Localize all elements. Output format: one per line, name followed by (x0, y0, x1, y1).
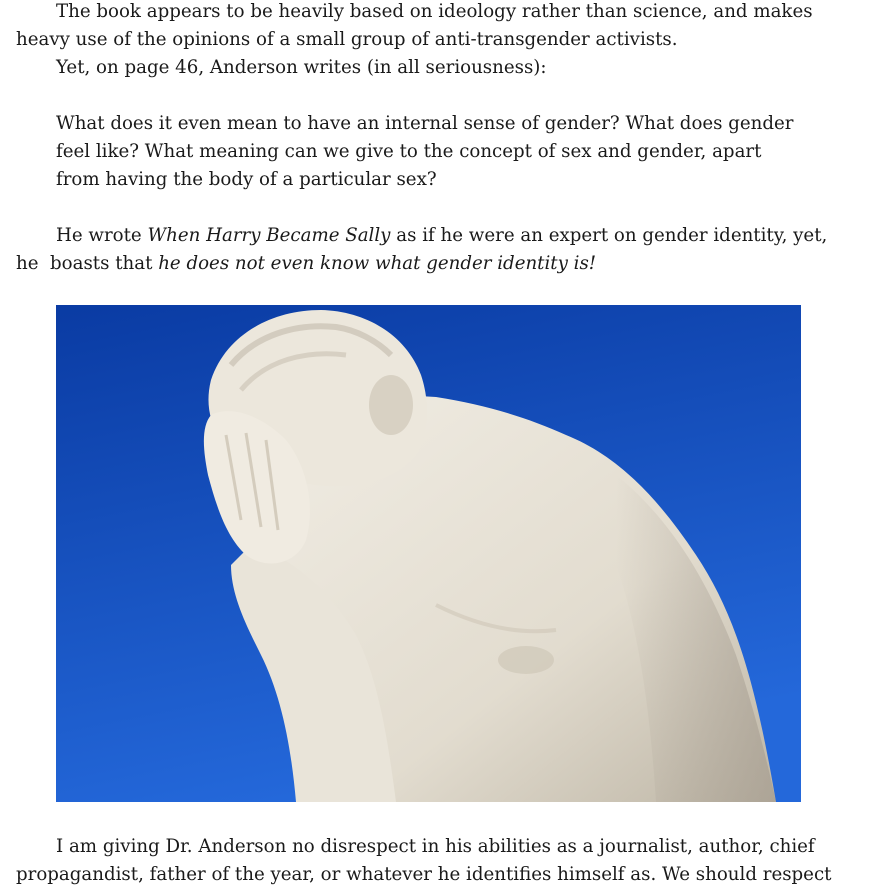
para1-line2: heavy use of the opinions of a small group of anti-transgender activists. (16, 29, 678, 50)
book-title: When Harry Became Sally (147, 225, 391, 246)
statue-illustration (56, 305, 801, 802)
para3-text-b: as if he were an expert on gender identity, yet, (390, 225, 828, 246)
para3-text-a: He wrote (56, 225, 148, 246)
para4-line2: propagandist, father of the year, or whatever he identifies himself as. We should respect (16, 864, 832, 885)
para3-line2 (16, 250, 801, 278)
para3-emphasis: he does not even know what gender identity is! (158, 253, 597, 274)
para2-line1: Yet, on page 46, Anderson writes (in all seriousness): (56, 57, 547, 78)
para1-line1: The book appears to be heavily based on ideology rather than science, and makes (56, 1, 813, 22)
statue-ear (369, 375, 413, 435)
quote-line2: feel like? What meaning can we give to the concept of sex and gender, apart (56, 141, 762, 162)
quote-line1: What does it even mean to have an internal sense of gender? What does gender (56, 113, 794, 134)
facepalm-statue-photo (56, 305, 801, 802)
para4-line1: I am giving Dr. Anderson no disrespect in his abilities as a journalist, author, chief (56, 836, 815, 857)
para3-text-c: he boasts that (16, 253, 159, 274)
para3-line1 (56, 222, 828, 250)
quote-line3: from having the body of a particular sex? (56, 169, 437, 190)
